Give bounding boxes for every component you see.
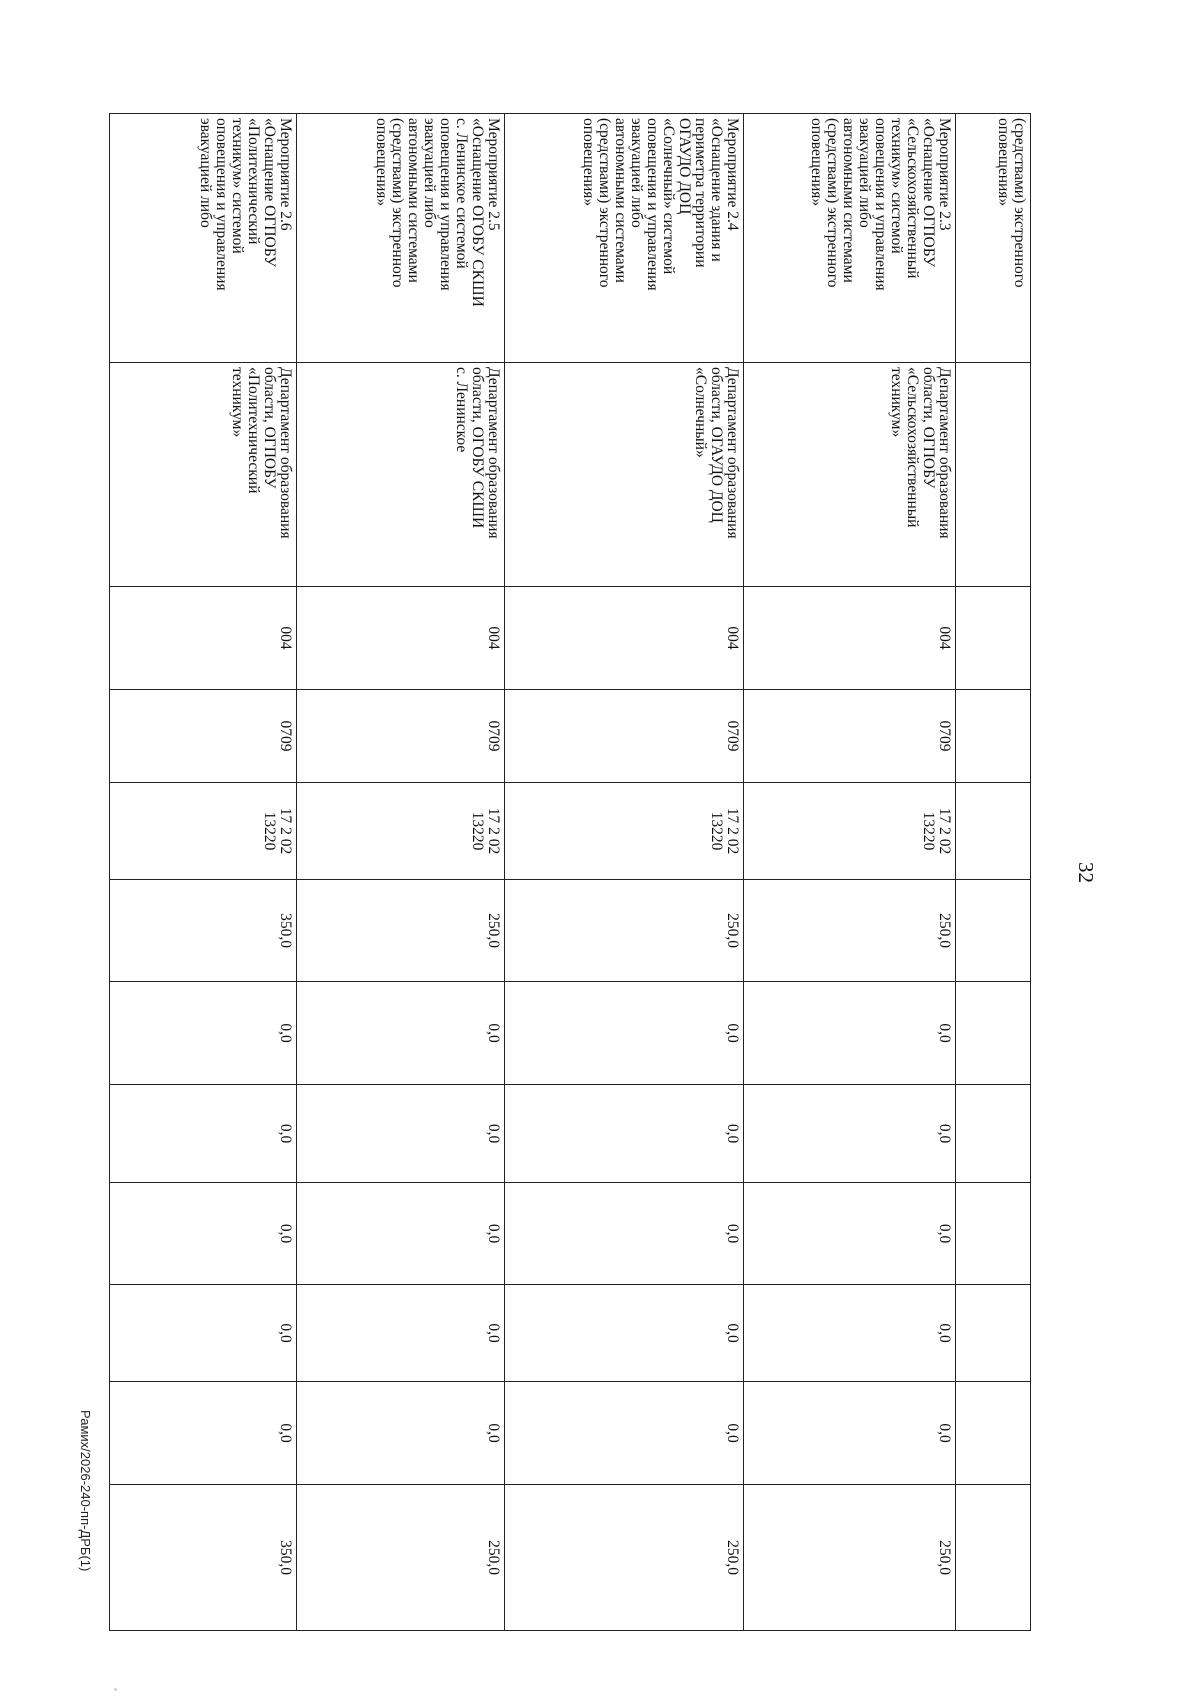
value-cell: 0,0 bbox=[110, 1085, 297, 1183]
value-cell: 250,0 bbox=[297, 880, 505, 982]
value-cell: 0,0 bbox=[744, 982, 956, 1085]
value-cell: 0,0 bbox=[297, 982, 505, 1085]
value-cell: 0,0 bbox=[297, 1382, 505, 1485]
value-cell: 250,0 bbox=[744, 880, 956, 982]
value-cell: 350,0 bbox=[110, 1485, 297, 1631]
value-cell: 0,0 bbox=[297, 1183, 505, 1285]
value-cell: 350,0 bbox=[110, 880, 297, 982]
table-row bbox=[505, 114, 744, 1631]
scan-speck bbox=[114, 1688, 117, 1691]
event-cell: Мероприятие 2.4 «Оснащение здания и периметра территории ОГАУДО ДОЦ «Солнечный» системой оповещения и управления эвакуацией либо автономными системами (средствами) экстренного оповещения» bbox=[505, 114, 744, 363]
target-item-cell: 17 2 02 13220 bbox=[505, 783, 744, 880]
grbs-cell: 004 bbox=[744, 587, 956, 690]
value-cell: 0,0 bbox=[505, 1382, 744, 1485]
executor-cell bbox=[956, 363, 1031, 587]
section-cell: 0709 bbox=[744, 690, 956, 783]
grbs-cell bbox=[956, 587, 1031, 690]
executor-cell: Департамент образования области, ОГОБУ СКШИ с. Ленинское bbox=[297, 363, 505, 587]
target-item-cell: 17 2 02 13220 bbox=[110, 783, 297, 880]
grbs-cell: 004 bbox=[505, 587, 744, 690]
value-cell: 0,0 bbox=[744, 1382, 956, 1485]
page-number: 32 bbox=[1074, 862, 1098, 883]
value-cell bbox=[956, 1485, 1031, 1631]
value-cell: 0,0 bbox=[744, 1183, 956, 1285]
executor-cell: Департамент образования области, ОГПОБУ «Политехнический техникум» bbox=[110, 363, 297, 587]
value-cell: 0,0 bbox=[505, 1183, 744, 1285]
value-cell bbox=[956, 880, 1031, 982]
section-cell: 0709 bbox=[505, 690, 744, 783]
value-cell bbox=[956, 1085, 1031, 1183]
value-cell: 0,0 bbox=[744, 1085, 956, 1183]
value-cell: 0,0 bbox=[110, 1183, 297, 1285]
section-cell: 0709 bbox=[297, 690, 505, 783]
value-cell: 0,0 bbox=[297, 1285, 505, 1382]
executor-cell: Департамент образования области, ОГАУДО ДОЦ «Солнечный» bbox=[505, 363, 744, 587]
section-cell bbox=[956, 690, 1031, 783]
section-cell: 0709 bbox=[110, 690, 297, 783]
event-cell: Мероприятие 2.6 «Оснащение ОГПОБУ «Политехнический техникум» системой оповещения и управления эвакуацией либо bbox=[110, 114, 297, 363]
value-cell: 0,0 bbox=[110, 1285, 297, 1382]
value-cell bbox=[956, 1382, 1031, 1485]
value-cell: 250,0 bbox=[297, 1485, 505, 1631]
value-cell: 0,0 bbox=[110, 982, 297, 1085]
event-cell: (средствами) экстренного оповещения» bbox=[956, 114, 1031, 363]
target-item-cell: 17 2 02 13220 bbox=[744, 783, 956, 880]
value-cell: 0,0 bbox=[110, 1382, 297, 1485]
value-cell: 0,0 bbox=[744, 1285, 956, 1382]
value-cell bbox=[956, 982, 1031, 1085]
table-row bbox=[744, 114, 956, 1631]
grbs-cell: 004 bbox=[297, 587, 505, 690]
value-cell: 250,0 bbox=[744, 1485, 956, 1631]
executor-cell: Департамент образования области, ОГПОБУ «Сельскохозяйственный техникум» bbox=[744, 363, 956, 587]
value-cell bbox=[956, 1183, 1031, 1285]
grbs-cell: 004 bbox=[110, 587, 297, 690]
event-cell: Мероприятие 2.5 «Оснащение ОГОБУ СКШИ с. Ленинское системой оповещения и управления эвакуацией либо автономными системами (средствами) экстренного оповещения» bbox=[297, 114, 505, 363]
value-cell bbox=[956, 1285, 1031, 1382]
budget-table bbox=[109, 113, 1031, 1631]
table-row bbox=[956, 114, 1031, 1631]
value-cell: 250,0 bbox=[505, 1485, 744, 1631]
value-cell: 250,0 bbox=[505, 880, 744, 982]
target-item-cell: 17 2 02 13220 bbox=[297, 783, 505, 880]
value-cell: 0,0 bbox=[297, 1085, 505, 1183]
document-code: Рамих/2026-240-пп-ДРБ(1) bbox=[78, 1410, 93, 1572]
program-table bbox=[110, 113, 1031, 1630]
value-cell: 0,0 bbox=[505, 982, 744, 1085]
table-row bbox=[110, 114, 297, 1631]
event-cell: Мероприятие 2.3 «Оснащение ОГПОБУ «Сельскохозяйственный техникум» системой оповещения и управления эвакуацией либо автономными системами (средствами) экстренного оповещения» bbox=[744, 114, 956, 363]
table-row bbox=[297, 114, 505, 1631]
value-cell: 0,0 bbox=[505, 1285, 744, 1382]
value-cell: 0,0 bbox=[505, 1085, 744, 1183]
target-item-cell bbox=[956, 783, 1031, 880]
